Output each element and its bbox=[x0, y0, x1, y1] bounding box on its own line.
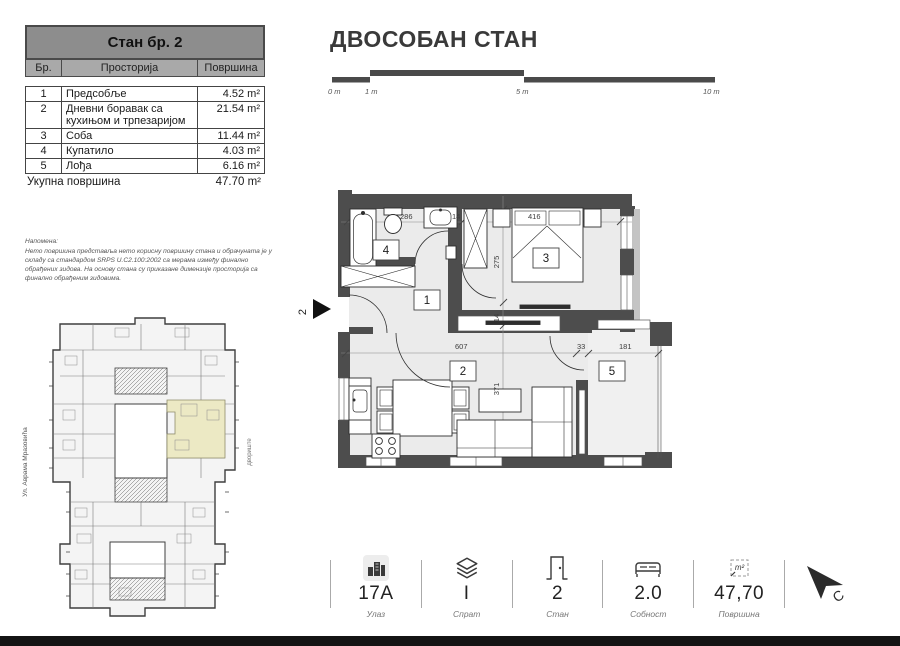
area-icon bbox=[726, 554, 752, 582]
info-area bbox=[694, 552, 784, 622]
stair-core bbox=[115, 368, 167, 394]
dining-table bbox=[393, 380, 452, 436]
svg-text:2: 2 bbox=[459, 366, 467, 378]
note-block bbox=[25, 238, 277, 283]
tv-bedroom bbox=[520, 305, 570, 309]
table-row bbox=[26, 87, 264, 102]
apartment-value: 2 bbox=[551, 583, 564, 604]
svg-text:286: 286 bbox=[400, 212, 413, 221]
scale-label-1m: 1 m bbox=[365, 87, 378, 96]
total-area-row bbox=[25, 174, 265, 190]
col-header-room: Просторија bbox=[62, 60, 198, 76]
floor-value: I bbox=[463, 583, 470, 604]
svg-text:14: 14 bbox=[452, 212, 461, 221]
apartment-label: Стан bbox=[546, 609, 569, 619]
col-header-num: Бр. bbox=[26, 60, 62, 76]
row-room-name: Купатило bbox=[62, 144, 198, 158]
toilet-bowl bbox=[385, 215, 402, 234]
layers-icon bbox=[454, 554, 480, 582]
row-num: 5 bbox=[26, 159, 62, 173]
info-entrance bbox=[331, 552, 421, 622]
row-area: 4.52 m² bbox=[222, 88, 260, 100]
svg-text:m²: m² bbox=[734, 563, 745, 572]
table-header-row bbox=[25, 60, 265, 77]
stove bbox=[372, 434, 400, 458]
street-label: Ул. Аврама Мразовића bbox=[22, 427, 29, 497]
door-icon bbox=[545, 554, 569, 582]
scale-label-0m: 0 m bbox=[328, 87, 341, 96]
svg-text:416: 416 bbox=[528, 212, 541, 221]
pillow bbox=[549, 211, 580, 225]
scale-bar bbox=[325, 62, 725, 100]
svg-text:275: 275 bbox=[492, 255, 501, 269]
note-body: Нето површина представља нето корисну површину стана и обрачуната је у складу са стандардом SRPS U.C2.100:2002 са мерама између финално обрађених зидова. На основу стана су приказане димензије просторија са финално обрађеним зидовима. bbox=[25, 247, 272, 282]
row-area: 4.03 m² bbox=[222, 145, 260, 157]
scale-segment bbox=[524, 77, 715, 83]
bed-icon bbox=[633, 554, 663, 582]
building-outline bbox=[49, 318, 239, 616]
area-value: 47,70 bbox=[714, 583, 765, 604]
svg-text:14: 14 bbox=[492, 313, 501, 323]
row-room-name: Соба bbox=[62, 129, 198, 143]
apartment-number-title: Стан бр. 2 bbox=[25, 25, 265, 60]
kitchen-sink bbox=[349, 386, 371, 420]
scale-segment bbox=[332, 77, 370, 83]
room-label-5 bbox=[599, 361, 625, 381]
row-num: 1 bbox=[26, 87, 62, 101]
svg-text:607: 607 bbox=[455, 342, 468, 351]
rooms-value: 2.0 bbox=[634, 583, 663, 604]
row-area: 6.16 m² bbox=[222, 160, 260, 172]
scale-label-5m: 5 m bbox=[516, 87, 529, 96]
room-table bbox=[25, 25, 265, 190]
row-num: 3 bbox=[26, 129, 62, 143]
total-area-label: Укупна површина bbox=[27, 176, 121, 188]
svg-text:1: 1 bbox=[423, 295, 431, 307]
row-room-name: Лођа bbox=[62, 159, 198, 173]
scale-segment bbox=[370, 70, 524, 76]
room-label-3 bbox=[533, 248, 559, 268]
nightstand bbox=[493, 209, 510, 227]
entrance-value: 17A bbox=[358, 583, 394, 604]
room-label-4 bbox=[373, 240, 399, 260]
info-apartment bbox=[513, 552, 603, 622]
building-icon bbox=[363, 554, 389, 582]
row-num: 2 bbox=[26, 102, 62, 128]
table-row bbox=[26, 144, 264, 159]
table-row bbox=[26, 159, 264, 174]
svg-text:5: 5 bbox=[608, 366, 616, 378]
area-label: Површина bbox=[718, 609, 760, 619]
entrance-label: Улаз bbox=[366, 609, 386, 619]
svg-text:33: 33 bbox=[577, 342, 586, 351]
entrance-number: 2 bbox=[297, 308, 309, 316]
highlighted-apartment bbox=[167, 400, 225, 458]
row-num: 4 bbox=[26, 144, 62, 158]
floor-label: Спрат bbox=[453, 609, 481, 619]
table-row bbox=[26, 102, 264, 129]
svg-text:3: 3 bbox=[542, 253, 550, 265]
svg-text:371: 371 bbox=[492, 382, 501, 396]
table-row bbox=[26, 129, 264, 144]
apartment-floorplan bbox=[295, 185, 690, 480]
info-floor bbox=[422, 552, 512, 622]
row-room-name: Дневни боравак са кухињом и трпезаријом bbox=[62, 102, 198, 128]
entrance-marker bbox=[297, 299, 331, 319]
site-plan bbox=[15, 312, 265, 634]
room-label-2 bbox=[450, 361, 476, 381]
bottom-bar bbox=[0, 636, 900, 646]
stair-core bbox=[110, 578, 165, 600]
info-rooms bbox=[603, 552, 693, 622]
row-room-name: Предсобље bbox=[62, 87, 198, 101]
col-header-area: Површина bbox=[204, 62, 258, 74]
note-title: Напомена: bbox=[25, 238, 58, 245]
scale-label-10m: 10 m bbox=[703, 87, 720, 96]
svg-text:181: 181 bbox=[619, 342, 632, 351]
north-indicator bbox=[785, 552, 875, 622]
rooms-label: Собност bbox=[630, 609, 667, 619]
bathtub-faucet bbox=[361, 211, 365, 215]
electrical-panel bbox=[446, 246, 456, 259]
svg-text:4: 4 bbox=[382, 245, 390, 257]
apartment-info-strip bbox=[330, 552, 875, 622]
table-body bbox=[25, 86, 265, 174]
total-area-value: 47.70 m² bbox=[215, 176, 261, 188]
row-area: 11.44 m² bbox=[217, 130, 260, 142]
room-label-1 bbox=[414, 290, 440, 310]
stair-core bbox=[115, 478, 167, 502]
north-letter: С bbox=[829, 586, 847, 606]
yard-label: двориште bbox=[247, 438, 253, 466]
nightstand bbox=[584, 209, 601, 227]
page-title: ДВОСОБАН СТАН bbox=[330, 26, 538, 52]
row-area: 21.54 m² bbox=[216, 103, 260, 115]
